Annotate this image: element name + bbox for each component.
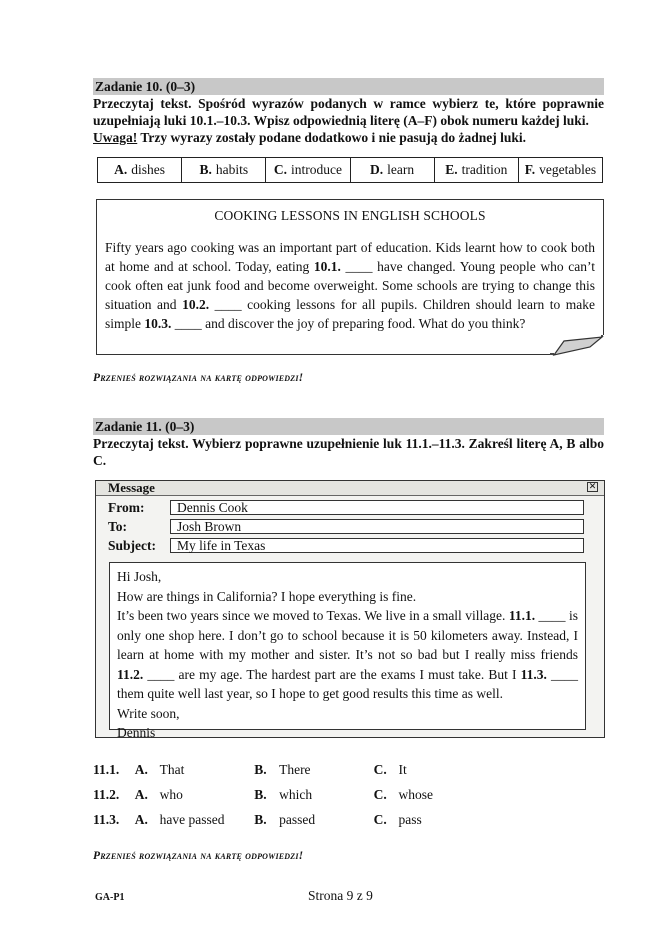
- message-body: [109, 562, 586, 740]
- option-a[interactable]: A.: [134, 786, 148, 802]
- note-text: Trzy wyrazy zostały podane dodatkowo i nie pasują do żadnej luki.: [137, 130, 527, 145]
- from-field: Dennis Cook: [170, 500, 584, 515]
- reading-text-box: [96, 199, 604, 355]
- gap-10-1: 10.1.: [313, 259, 341, 274]
- word-option: D. learn: [351, 158, 435, 182]
- word-option: E. tradition: [435, 158, 519, 182]
- message-line: How are things in California? I hope everything is fine.: [117, 588, 417, 604]
- reading-body: Fifty years ago cooking was an important part of education. Kids learnt how to cook both at home and at school. Today, eating 10.1. ____ have changed. Young people who can’t cook often eat junk food and become overweight. Some schools are trying to change this situation and 10.2. ____ cooking lessons for all pupils. Children should learn to make simple 10.3. ____ and discover the joy of preparing food. What do you think?: [105, 240, 596, 331]
- page-number: Strona 9 z 9: [308, 888, 373, 903]
- task-11-instruction: Przeczytaj tekst. Wybierz poprawne uzupełnienie luk 11.1.–11.3. Zakreśl literę A, B albo C.: [93, 436, 604, 468]
- subject-field: My life in Texas: [170, 538, 584, 553]
- answer-options: [93, 757, 493, 832]
- subject-row: [108, 537, 584, 554]
- gap-11-1: 11.1.: [508, 608, 536, 623]
- option-row: 11.2. A. who B. which C. whose: [93, 786, 433, 802]
- word-bank: [97, 157, 603, 183]
- option-b[interactable]: B.: [254, 761, 267, 777]
- message-window: [95, 480, 605, 738]
- message-paragraph: It’s been two years since we moved to Texas. We live in a small village. 11.1. ____ is only one shop here. I don’t go to school because it is 50 kilometers away. Instead, I learn at home with my mother and sister. It’s not so bad but I really miss friends 11.2. ____ are my age. The hardest part are the exams I must take. But I 11.3. ____ them quite well last year, so I hope to get good results this time as well.: [117, 608, 578, 701]
- closing: Write soon,: [117, 705, 180, 721]
- word-option: C. introduce: [266, 158, 350, 182]
- option-row: 11.3. A. have passed B. passed C. pass: [93, 811, 422, 827]
- option-b[interactable]: B.: [254, 811, 267, 827]
- message-title-bar: [96, 481, 604, 496]
- instruction-text: Przeczytaj tekst. Spośród wyrazów podanych w ramce wybierz te, które poprawnie uzupełniają luki 10.1.–10.3. Wpisz odpowiednią literę (A–F) obok numeru każdej luki.: [93, 96, 604, 128]
- task-11-heading: Zadanie 11. (0–3): [93, 418, 604, 435]
- close-icon: ✕: [588, 482, 597, 492]
- from-label: From:: [108, 499, 145, 515]
- to-row: [108, 518, 584, 535]
- to-field: Josh Brown: [170, 519, 584, 534]
- to-label: To:: [108, 518, 128, 534]
- exam-code: GA-P1: [95, 892, 125, 903]
- option-c[interactable]: C.: [373, 811, 387, 827]
- page-curl-icon: [550, 335, 610, 359]
- task-10-heading: Zadanie 10. (0–3): [93, 78, 604, 95]
- gap-10-2: 10.2.: [182, 297, 210, 312]
- task-10-instruction: [93, 95, 604, 146]
- option-a[interactable]: A.: [134, 811, 148, 827]
- word-option: F. vegetables: [524, 162, 597, 177]
- transfer-note: Przenieś rozwiązania na kartę odpowiedzi!: [93, 850, 304, 862]
- option-row: 11.1. A. That B. There C. It: [93, 761, 407, 777]
- subject-label: Subject:: [108, 537, 156, 553]
- transfer-note: Przenieś rozwiązania na kartę odpowiedzi!: [93, 372, 304, 384]
- from-row: [108, 499, 584, 516]
- word-option: B. habits: [182, 158, 266, 182]
- option-a[interactable]: A.: [134, 761, 148, 777]
- option-c[interactable]: C.: [373, 761, 387, 777]
- gap-11-2: 11.2.: [117, 666, 144, 682]
- note-label: Uwaga!: [93, 130, 138, 145]
- reading-title: COOKING LESSONS IN ENGLISH SCHOOLS: [214, 208, 486, 223]
- greeting: Hi Josh,: [117, 569, 162, 584]
- gap-11-3: 11.3.: [520, 666, 547, 682]
- option-b[interactable]: B.: [254, 786, 267, 802]
- word-option: A. dishes: [98, 158, 182, 182]
- gap-10-3: 10.3.: [144, 316, 172, 331]
- message-title: Message: [108, 480, 155, 495]
- signature: Dennis: [117, 725, 156, 740]
- option-c[interactable]: C.: [373, 786, 387, 802]
